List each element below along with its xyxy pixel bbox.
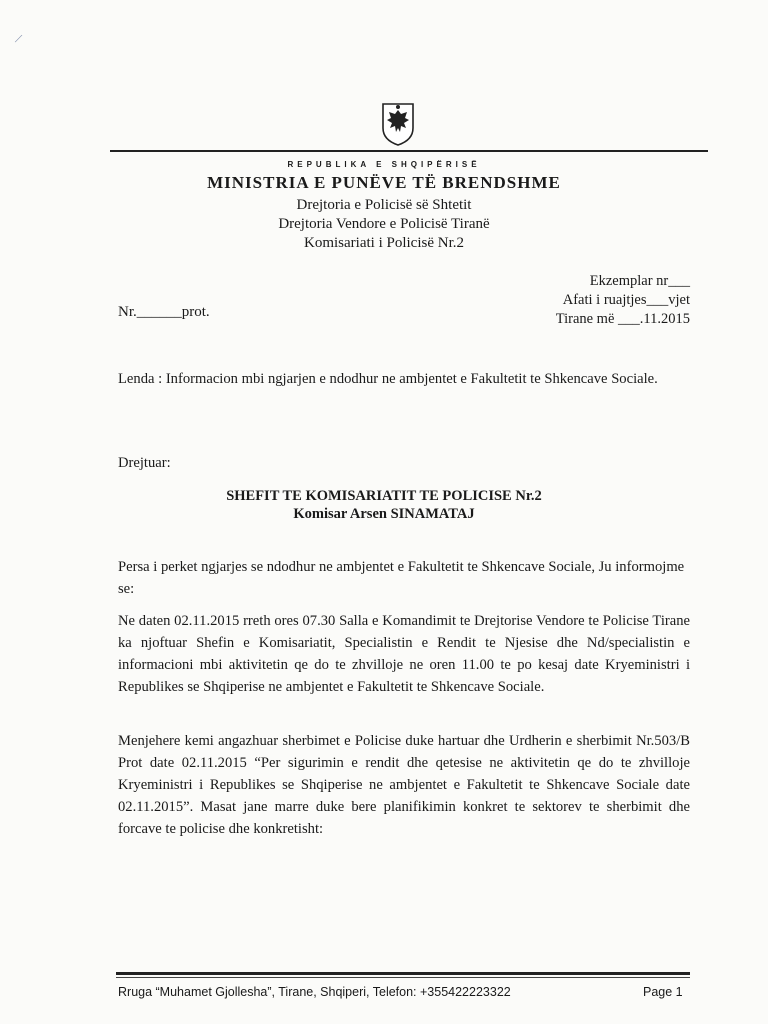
- copy-number: Ekzemplar nr___: [589, 273, 690, 289]
- header-divider: [110, 150, 708, 152]
- subject-line: Lenda : Informacion mbi ngjarjen e ndodhur ne ambjentet e Fakultetit te Shkencave Sociale.: [118, 371, 658, 387]
- commissariat-line: Komisariati i Policisë Nr.2: [304, 235, 464, 251]
- addressed-label: Drejtuar:: [118, 455, 171, 471]
- footer-divider-thin: [116, 977, 690, 978]
- ministry-heading: MINISTRIA E PUNËVE TË BRENDSHME: [207, 173, 561, 192]
- directorate-state-line: Drejtoria e Policisë së Shtetit: [296, 197, 472, 213]
- protocol-number: Nr.______prot.: [118, 304, 210, 320]
- pen-mark-icon: /: [13, 31, 24, 48]
- page-number: Page 1: [643, 985, 683, 999]
- place-date: Tirane më ___.11.2015: [555, 311, 690, 327]
- directorate-local-line: Drejtoria Vendore e Policisë Tiranë: [278, 216, 490, 232]
- retention-period: Afati i ruajtjes___vjet: [562, 292, 690, 308]
- recipient-name: Komisar Arsen SINAMATAJ: [293, 506, 475, 522]
- albanian-coat-of-arms-icon: [381, 98, 415, 146]
- recipient-title: SHEFIT TE KOMISARIATIT TE POLICISE Nr.2: [226, 488, 542, 504]
- body-paragraph: Menjehere kemi angazhuar sherbimet e Policise duke hartuar dhe Urdherin e sherbimit Nr.503/B Prot date 02.11.2015 “Per sigurimin e rendit dhe qetesise ne aktivitetin qe do te zhvilloje Kryeministri i Republikes se Shqiperise ne ambjentet e Fakultetit te Shkencave Sociale date 02.11.2015”. Masat jane marre duke bere planifikimin konkret te sektorev te sherbimit dhe forcave te policise dhe konkretisht:: [118, 733, 690, 837]
- body-paragraph: Ne daten 02.11.2015 rreth ores 07.30 Salla e Komandimit te Drejtorise Vendore te Policise Tirane ka njoftuar Shefin e Komisariatit, Specialistin e Rendit te Njesise dhe Nd/specialistin e informacioni mbi aktivitetin qe do te zhvilloje ne oren 11.00 te po kesaj date Kryeministri i Republikes se Shqiperise ne ambjentet e Fakultetit te Shkencave Sociale.: [118, 613, 690, 695]
- body-paragraph: Persa i perket ngjarjes se ndodhur ne ambjentet e Fakultetit te Shkencave Sociale, Ju informojme se:: [118, 559, 685, 597]
- republic-heading: REPUBLIKA E SHQIPËRISË: [287, 160, 481, 169]
- footer-address: Rruga “Muhamet Gjollesha”, Tirane, Shqiperi, Telefon: +355422223322: [118, 985, 511, 999]
- footer-divider: [116, 972, 690, 975]
